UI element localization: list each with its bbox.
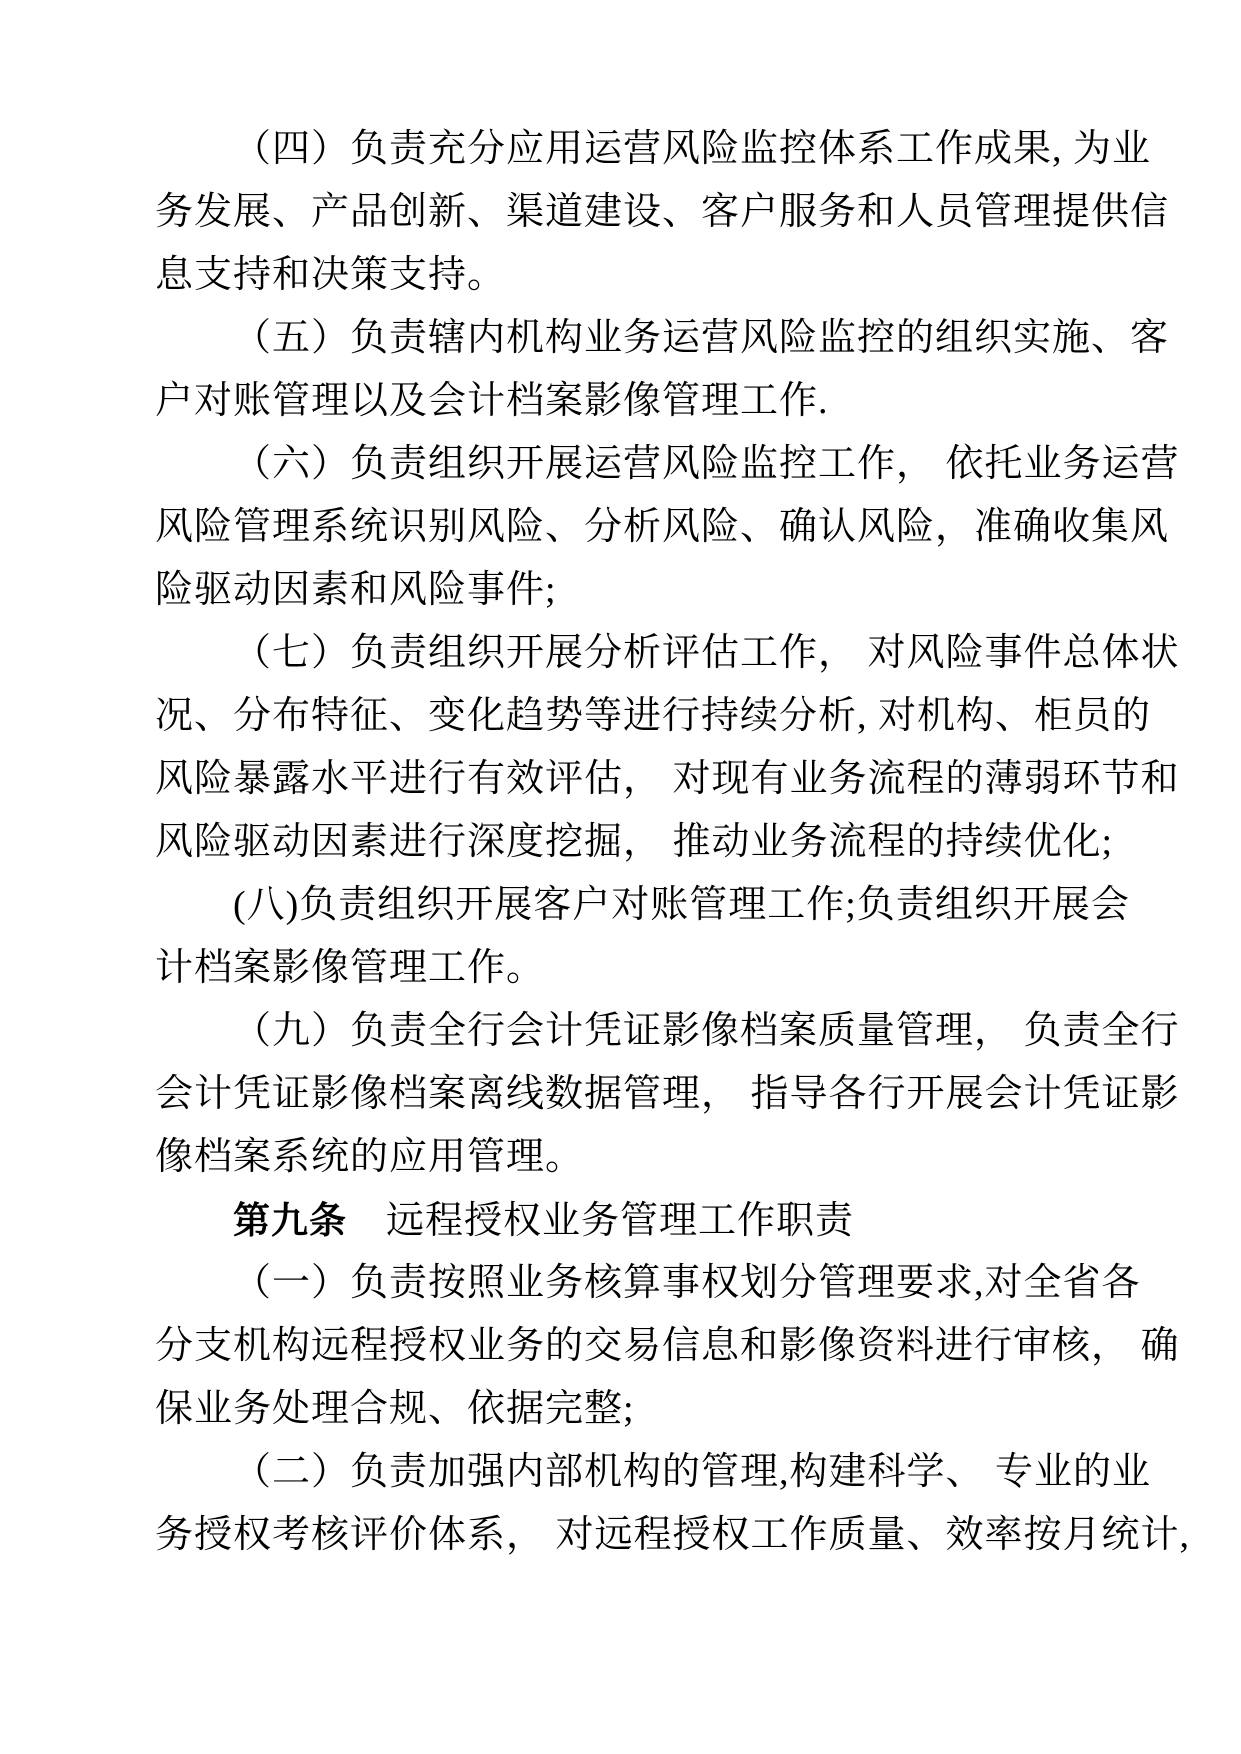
text-segment: 务发展、产品创新、渠道建设、客户服务和人员管理提供信 <box>155 191 1170 233</box>
text-line <box>155 748 1180 811</box>
text-segment: （七）负责组织开展分析评估工作， 对风险事件总体状 <box>233 632 1180 674</box>
text-segment: 远程授权业务管理工作职责 <box>347 1200 855 1242</box>
text-segment: 分支机构远程授权业务的交易信息和影像资料进行审核， 确 <box>155 1325 1180 1367</box>
text-segment: 会计凭证影像档案离线数据管理， 指导各行开展会计凭证影 <box>155 1073 1180 1115</box>
text-segment: （六）负责组织开展运营风险监控工作， 依托业务运营 <box>233 443 1180 485</box>
text-line <box>155 1126 1095 1189</box>
text-segment: 户对账管理以及会计档案影像管理工作. <box>155 380 829 422</box>
text-segment: (八)负责组织开展客户对账管理工作;负责组织开展会 <box>233 884 1130 926</box>
text-segment: 况、分布特征、变化趋势等进行持续分析, 对机构、柜员的 <box>155 695 1152 737</box>
text-line <box>155 1378 1095 1441</box>
text-line <box>155 1063 1180 1126</box>
text-segment: 息支持和决策支持。 <box>155 254 507 296</box>
text-segment: （九）负责全行会计凭证影像档案质量管理， 负责全行 <box>233 1010 1180 1052</box>
text-line <box>155 1441 1152 1504</box>
text-segment: 务授权考核评价体系， 对远程授权工作质量、效率按月统计, <box>155 1514 1191 1556</box>
text-line <box>155 559 1095 622</box>
text-segment: 风险暴露水平进行有效评估， 对现有业务流程的薄弱环节和 <box>155 758 1180 800</box>
text-line <box>155 811 1114 874</box>
text-line <box>155 307 1170 370</box>
text-segment: 险驱动因素和风险事件; <box>155 569 557 611</box>
document-text <box>155 118 1191 1567</box>
text-line <box>155 433 1180 496</box>
text-line <box>155 1504 1191 1567</box>
text-segment: （一）负责按照业务核算事权划分管理要求,对全省各 <box>233 1262 1141 1304</box>
text-line <box>155 181 1170 244</box>
article-number: 第九条 <box>233 1200 347 1241</box>
text-line <box>155 118 1152 181</box>
text-line <box>155 937 1095 1000</box>
text-line <box>155 622 1180 685</box>
text-segment: （五）负责辖内机构业务运营风险监控的组织实施、客 <box>233 317 1170 359</box>
text-line <box>155 244 1095 307</box>
text-line <box>155 370 1095 433</box>
text-segment: （四）负责充分应用运营风险监控体系工作成果, 为业 <box>233 128 1152 170</box>
text-segment: 风险管理系统识别风险、分析风险、确认风险，准确收集风 <box>155 506 1170 548</box>
text-line <box>155 496 1170 559</box>
text-line <box>155 685 1152 748</box>
text-segment: 风险驱动因素进行深度挖掘， 推动业务流程的持续优化; <box>155 821 1114 863</box>
text-line <box>155 1315 1180 1378</box>
text-segment: 像档案系统的应用管理。 <box>155 1136 585 1178</box>
text-line <box>155 1000 1180 1063</box>
text-segment: （二）负责加强内部机构的管理,构建科学、 专业的业 <box>233 1451 1152 1493</box>
article-heading-line <box>155 1189 1095 1252</box>
text-line <box>155 874 1130 937</box>
text-line <box>155 1252 1141 1315</box>
text-segment: 保业务处理合规、依据完整; <box>155 1388 635 1430</box>
text-segment: 计档案影像管理工作。 <box>155 947 546 989</box>
